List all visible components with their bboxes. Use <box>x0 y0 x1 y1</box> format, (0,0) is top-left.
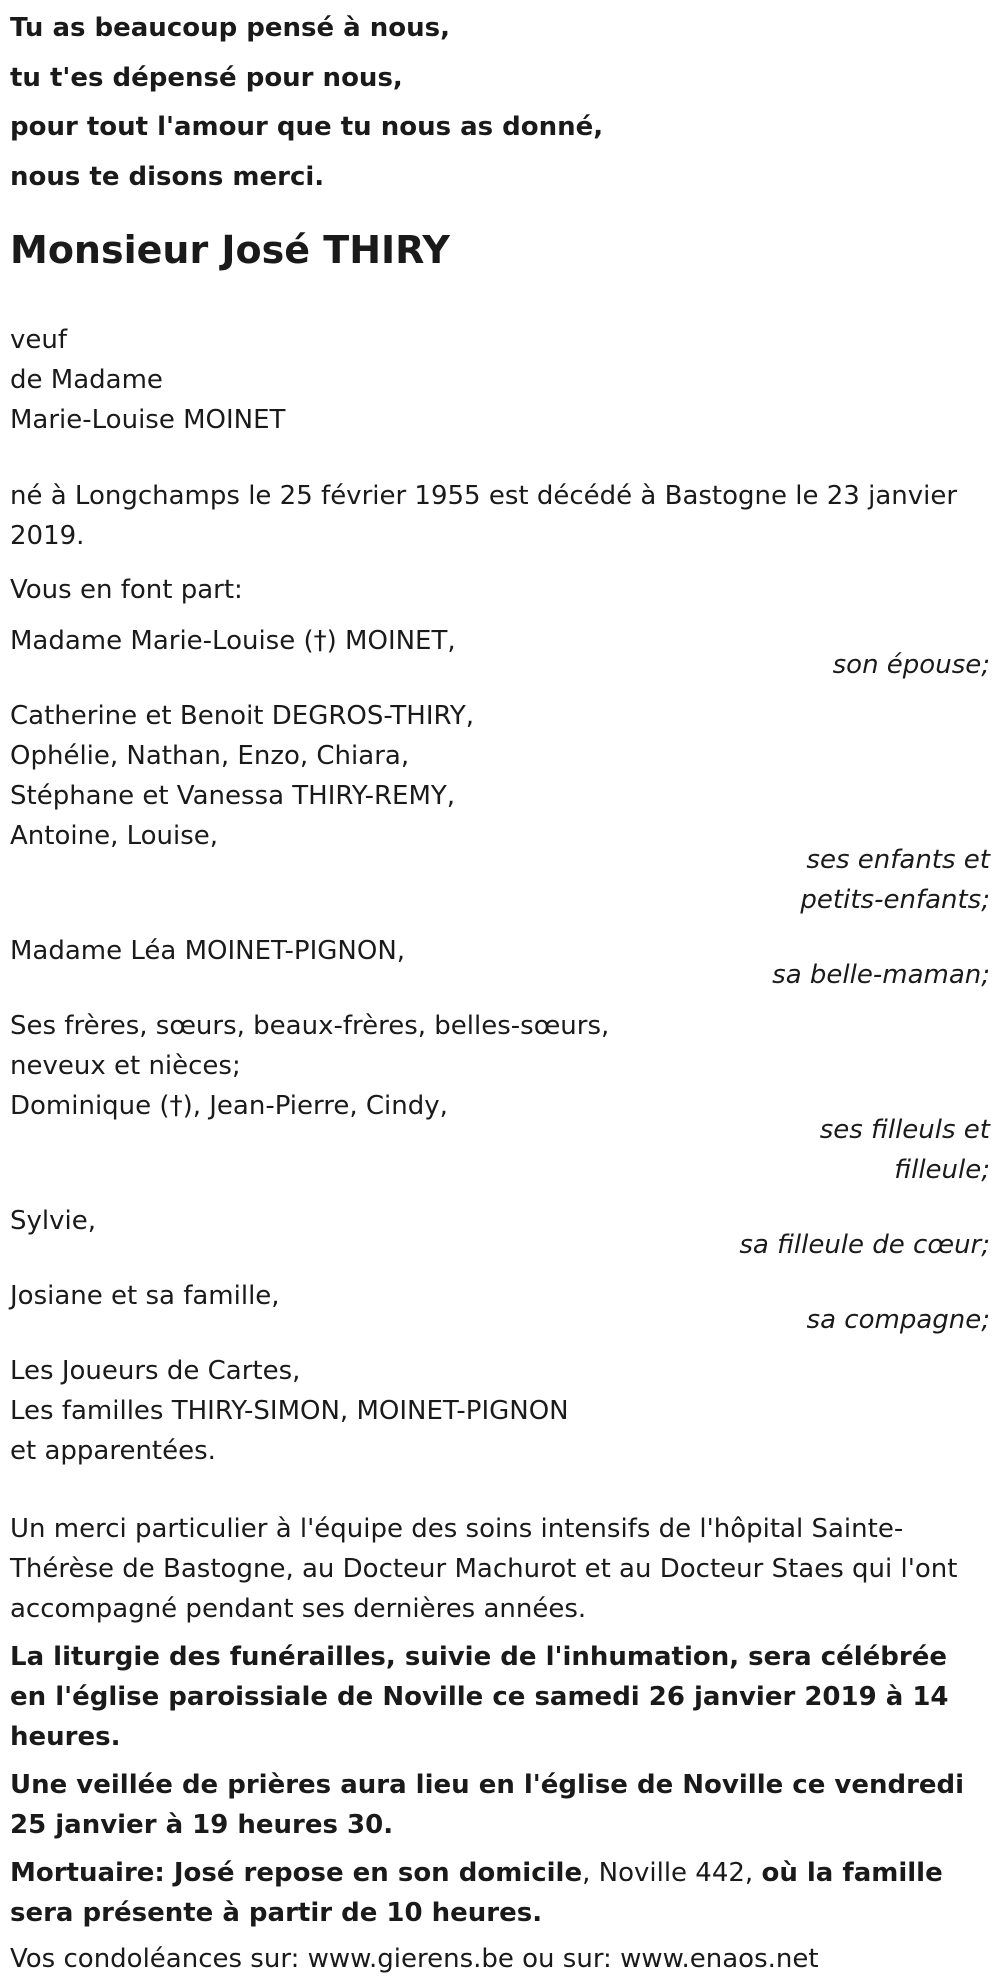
family-entry <box>10 1006 990 1190</box>
relation-line: sa compagne; <box>806 1305 990 1335</box>
entry-line: Madame Léa MOINET-PIGNON, <box>10 936 406 966</box>
relation-line: petits-enfants; <box>800 885 990 915</box>
prayer-vigil: Une veillée de prières aura lieu en l'église de Noville ce vendredi 25 janvier à 19 heures 30. <box>10 1770 965 1840</box>
thanks-paragraph: Un merci particulier à l'équipe des soins intensifs de l'hôpital Sainte-Thérèse de Bastogne, au Docteur Machurot et au Docteur Staes qui l'ont accompagné pendant ses dernières années. <box>10 1514 958 1624</box>
entry-line: Ses frères, sœurs, beaux-frères, belles-sœurs, <box>10 1011 610 1041</box>
birth-death-statement: né à Longchamps le 25 février 1955 est décédé à Bastogne le 23 janvier 2019. <box>10 481 958 551</box>
entry-line: Ophélie, Nathan, Enzo, Chiara, <box>10 741 410 771</box>
relation-line: ses enfants et <box>806 845 990 875</box>
entry-line: Antoine, Louise, <box>10 821 219 851</box>
family-entry <box>10 1351 990 1471</box>
family-entry <box>10 1276 990 1340</box>
mortuary-info <box>10 1853 990 1933</box>
entry-line: Catherine et Benoit DEGROS-THIRY, <box>10 701 475 731</box>
obituary-page <box>0 4 1000 1974</box>
entry-line: Stéphane et Vanessa THIRY-REMY, <box>10 781 456 811</box>
entry-line: Les Joueurs de Cartes, <box>10 1356 301 1386</box>
poem-line: tu t'es dépensé pour nous, <box>10 62 403 93</box>
entry-line: Josiane et sa famille, <box>10 1281 280 1311</box>
family-entry <box>10 931 990 995</box>
widow-line: Marie-Louise MOINET <box>10 405 286 435</box>
poem-line: nous te disons merci. <box>10 161 325 192</box>
relation-line: filleule; <box>894 1155 990 1185</box>
entry-line: Les familles THIRY-SIMON, MOINET-PIGNON <box>10 1396 569 1426</box>
entry-line: neveux et nièces; <box>10 1051 241 1081</box>
entry-line: Dominique (†), Jean-Pierre, Cindy, <box>10 1091 448 1121</box>
poem <box>10 4 990 202</box>
family-entry <box>10 621 990 685</box>
poem-line: pour tout l'amour que tu nous as donné, <box>10 112 604 142</box>
mortuary-address: , Noville 442, <box>582 1858 762 1888</box>
relation-line: sa filleule de cœur; <box>739 1230 990 1260</box>
relation-line: sa belle-maman; <box>772 960 990 990</box>
widow-block <box>10 320 990 440</box>
widow-line: de Madame <box>10 365 163 395</box>
mortuary-part: Mortuaire: José repose en son domicile <box>10 1858 583 1888</box>
mortuary-part: où la famille sera présente à partir de 10 heures. <box>10 1858 943 1928</box>
widow-line: veuf <box>10 325 68 355</box>
announce-label: Vous en font part: <box>10 575 243 605</box>
entry-line: Madame Marie-Louise (†) MOINET, <box>10 626 456 656</box>
poem-line: Tu as beaucoup pensé à nous, <box>10 13 451 43</box>
deceased-name: Monsieur José THIRY <box>10 228 450 272</box>
family-entry <box>10 696 990 920</box>
relation-line: son épouse; <box>832 650 990 680</box>
relation-label <box>10 1225 990 1265</box>
family-entry <box>10 1201 990 1265</box>
entry-line: et apparentées. <box>10 1436 216 1466</box>
entry-line: Sylvie, <box>10 1206 96 1236</box>
condolences-line: Vos condoléances sur: www.gierens.be ou sur: www.enaos.net <box>10 1944 819 1974</box>
relation-line: ses filleuls et <box>819 1115 990 1145</box>
funeral-liturgy: La liturgie des funérailles, suivie de l'inhumation, sera célébrée en l'église paroissiale de Noville ce samedi 26 janvier 2019 à 14 heures. <box>10 1642 949 1752</box>
